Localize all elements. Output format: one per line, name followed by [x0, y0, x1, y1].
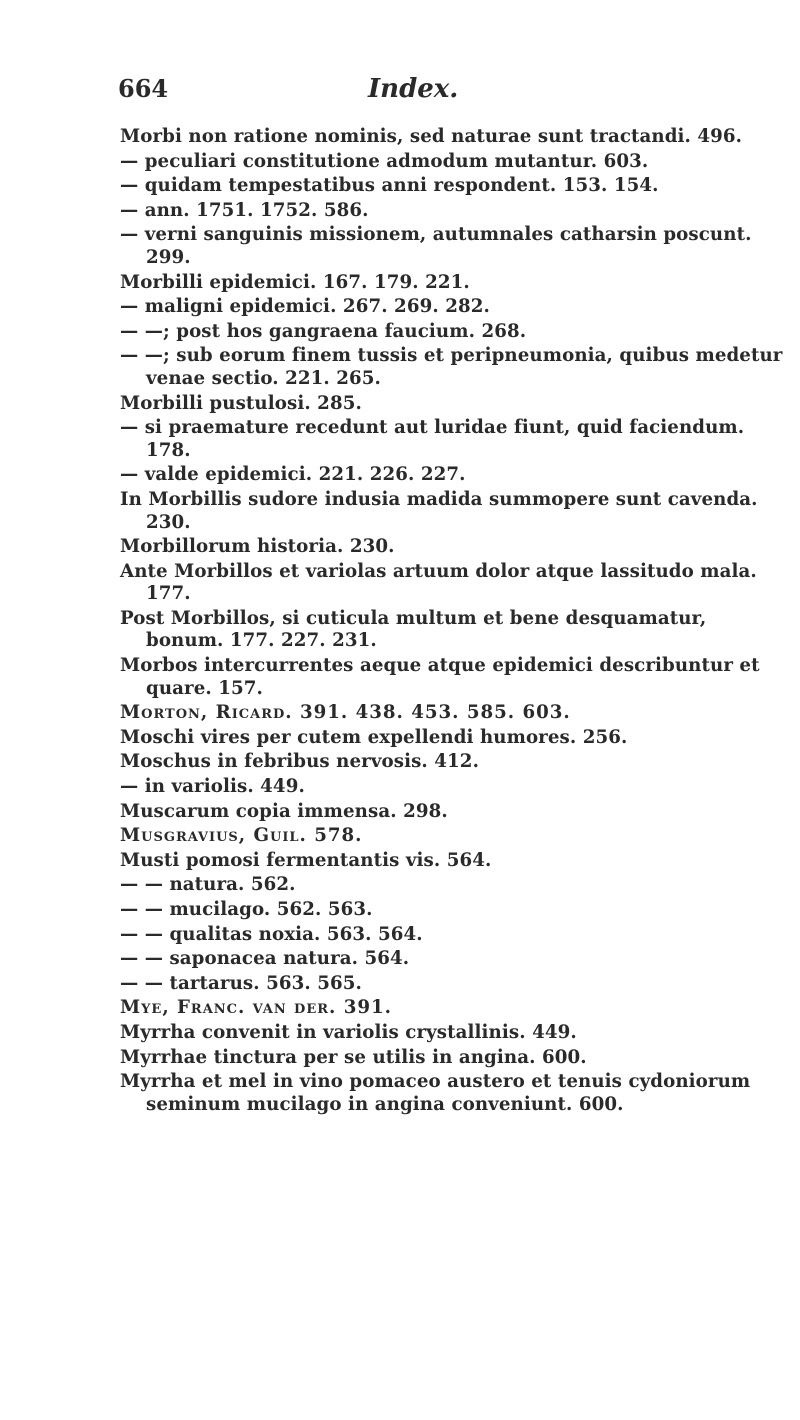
- index-entry: Morbos intercurrentes aeque atque epidemici describuntur et quare. 157.: [120, 655, 760, 699]
- index-entry: Morbilli epidemici. 167. 179. 221.: [120, 271, 470, 293]
- page-header: [118, 74, 778, 114]
- page-number: 664: [118, 74, 169, 103]
- index-entry: — verni sanguinis missionem, autumnales catharsin poscunt. 299.: [120, 224, 752, 268]
- index-entry: Myrrhae tinctura per se utilis in angina. 600.: [120, 1046, 587, 1068]
- index-entry-author: Musgravius, Guil. 578.: [120, 825, 363, 847]
- index-entry: — — saponacea natura. 564.: [120, 948, 410, 970]
- index-entry: — — natura. 562.: [120, 874, 296, 896]
- index-entry: Morbillorum historia. 230.: [120, 536, 395, 558]
- index-entry: Ante Morbillos et variolas artuum dolor atque lassitudo mala. 177.: [120, 560, 757, 605]
- index-entry-author: Morton, Ricard. 391. 438. 453. 585. 603.: [120, 702, 571, 724]
- index-entry: — —; sub eorum finem tussis et peripneumonia, quibus medetur venae sectio. 221. 265.: [120, 345, 783, 389]
- index-entry: — ann. 1751. 1752. 586.: [120, 199, 369, 221]
- index-entry: — — mucilago. 562. 563.: [120, 899, 373, 920]
- index-entry: Moschi vires per cutem expellendi humores. 256.: [120, 726, 628, 748]
- index-entry: — si praemature recedunt aut luridae fiunt, quid faciendum. 178.: [120, 417, 745, 461]
- index-entry: Myrrha et mel in vino pomaceo austero et tenuis cydoniorum seminum mucilago in angina conveniunt. 600.: [120, 1071, 751, 1115]
- index-entry: — valde epidemici. 221. 226. 227.: [120, 464, 466, 486]
- index-entry: — peculiari constitutione admodum mutantur. 603.: [120, 150, 649, 172]
- running-head: Index.: [368, 74, 459, 104]
- index-entry-author: Mye, Franc. van der. 391.: [120, 997, 393, 1019]
- index-entry: — —; post hos gangraena faucium. 268.: [120, 320, 527, 342]
- index-entry: Moschus in febribus nervosis. 412.: [120, 751, 479, 773]
- index-entry: In Morbillis sudore indusia madida summopere sunt cavenda. 230.: [120, 488, 758, 533]
- index-entry: Musti pomosi fermentantis vis. 564.: [120, 849, 492, 871]
- index-entry: Morbilli pustulosi. 285.: [120, 392, 362, 414]
- index-entry: — — qualitas noxia. 563. 564.: [120, 923, 423, 945]
- index-entry: Myrrha convenit in variolis crystallinis. 449.: [120, 1021, 577, 1043]
- index-entry: — in variolis. 449.: [120, 776, 305, 798]
- index-entries: [120, 126, 790, 1118]
- index-entry: — maligni epidemici. 267. 269. 282.: [120, 296, 490, 318]
- index-entry: — — tartarus. 563. 565.: [120, 972, 362, 994]
- index-entry: Morbi non ratione nominis, sed naturae sunt tractandi. 496.: [120, 126, 743, 147]
- index-entry: — quidam tempestatibus anni respondent. 153. 154.: [120, 175, 659, 197]
- index-entry: Muscarum copia immensa. 298.: [120, 800, 448, 822]
- index-entry: Post Morbillos, si cuticula multum et bene desquamatur, bonum. 177. 227. 231.: [120, 607, 707, 652]
